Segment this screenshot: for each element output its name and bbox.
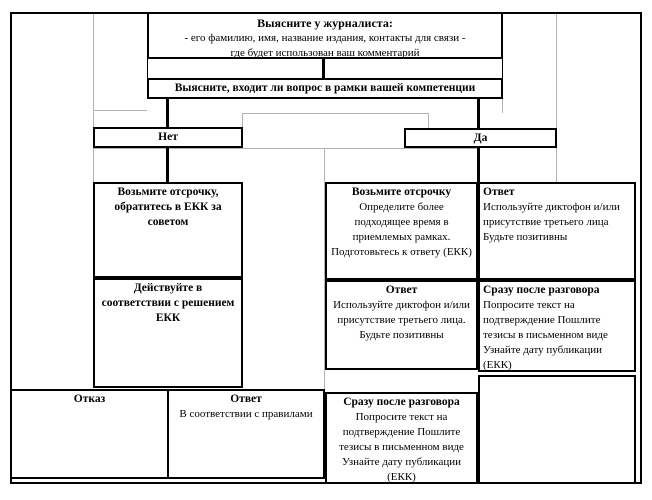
node-take-delay-ekk — [93, 182, 243, 278]
node-body: Попросите текст на подтверждение Пошлите тезисы в письменном виде Узнайте дату публикации (ЕКК) — [483, 299, 608, 371]
node-title: Ответ — [483, 186, 515, 198]
node-after-conversation — [478, 280, 636, 372]
node-title: Выясните у журналиста: — [257, 16, 393, 30]
branch-label: Да — [473, 131, 488, 144]
node-branch-no — [93, 127, 243, 148]
node-take-delay — [325, 182, 478, 280]
node-title: Возьмите отсрочку, обратитесь в ЕКК за советом — [114, 186, 222, 228]
node-title: Ответ — [230, 393, 262, 405]
node-body-line2: где будет использован ваш комментарий — [230, 47, 420, 59]
node-empty-cell — [478, 375, 636, 484]
node-title: Отказ — [73, 393, 106, 405]
node-act-on-ekk-decision — [93, 278, 243, 388]
node-branch-yes — [404, 128, 557, 148]
node-delay-after-conversation — [325, 392, 478, 484]
node-check-competence — [147, 78, 503, 99]
node-title: Возьмите отсрочку — [351, 186, 452, 198]
node-title: Выясните, входит ли вопрос в рамки вашей компетенции — [174, 82, 476, 94]
node-body: В соответствии с правилами — [179, 408, 313, 420]
node-title: Действуйте в соответствии с решением ЕКК — [101, 282, 235, 324]
node-body: Используйте диктофон и/или присутствие третьего лица. Будьте позитивны — [333, 299, 470, 341]
node-title: Ответ — [385, 284, 418, 296]
node-refusal-answer — [167, 389, 325, 479]
branch-label: Нет — [158, 131, 178, 143]
node-body: Определите более подходящее время в приемлемых рамках. Подготовьтесь к ответу (ЕКК) — [331, 201, 472, 258]
node-body: Попросите текст на подтверждение Пошлите тезисы в письменном виде Узнайте дату публикации (ЕКК) — [339, 411, 464, 483]
node-refusal — [10, 389, 169, 479]
node-body-line1: - его фамилию, имя, название издания, контакты для связи - — [184, 32, 466, 44]
node-delay-answer — [325, 280, 478, 370]
node-title: Сразу после разговора — [343, 396, 460, 408]
node-ask-journalist — [147, 12, 503, 59]
node-body: Используйте диктофон и/или присутствие третьего лица Будьте позитивны — [483, 201, 620, 243]
node-answer — [478, 182, 636, 280]
node-title: Сразу после разговора — [483, 284, 600, 296]
